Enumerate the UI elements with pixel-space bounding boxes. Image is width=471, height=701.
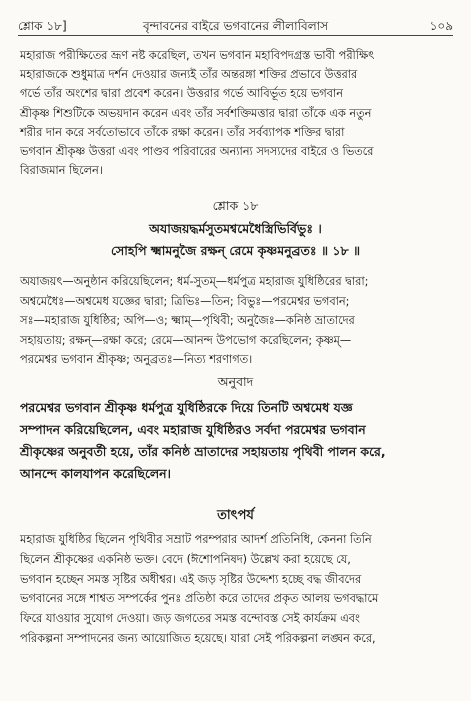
purport-line: ভগবানের সঙ্গে শাশ্বত সম্পর্কের পুনঃ প্রতিষ্ঠা করে তাদের প্রকৃত আলয় ভগবদ্ধামে xyxy=(20,592,379,606)
purport-line: মহারাজ যুধিষ্ঠির ছিলেন পৃথিবীর সম্রাট পরম্পরার আদর্শ প্রতিনিধি, কেননা তিনি xyxy=(20,533,372,546)
purport-line: ছিলেন শ্রীকৃষ্ণের একনিষ্ঠ ভক্ত। বেদে (ঈশোপনিষদ) উল্লেখ করা হয়েছে যে, xyxy=(20,552,351,566)
text-line: গর্ভে তাঁর অংশের দ্বারা প্রবেশ করেন। উত্তরার গর্ভে আবির্ভূত হয়ে ভগবান xyxy=(20,87,343,101)
sloka-heading: শ্লোক ১৮ xyxy=(212,198,259,213)
synonym-line: পরমেশ্বর ভগবান শ্রীকৃষ্ণ; অনুব্রতঃ—নিত্য শরণাগত। xyxy=(20,353,253,367)
verse-line: অযাজয়দ্ধর্মসুতমশ্বমেধৈস্ত্রিভির্বিভুঃ । xyxy=(149,221,322,236)
purport-paragraph xyxy=(20,530,453,649)
header-chapter-title: বৃন্দাবনের বাইরে ভগবানের লীলাবিলাস xyxy=(142,19,329,33)
synonym-line: সহায়তায়; রক্ষন্—রক্ষা করে; রেমে—আনন্দ উপভোগ করেছিলেন; কৃষ্ণম্— xyxy=(20,333,352,347)
synonyms-paragraph xyxy=(20,272,453,370)
page-number: ১০৯ xyxy=(429,19,453,33)
purport-heading: তাৎপর্য xyxy=(217,508,254,523)
translation-paragraph xyxy=(20,397,453,485)
header-verse-label: শ্লোক ১৮] xyxy=(18,19,67,33)
translation-line: আনন্দে কালযাপন করেছিলেন। xyxy=(20,466,171,481)
text-line: বিরাজমান ছিলেন। xyxy=(20,164,103,178)
translation-heading: অনুবাদ xyxy=(217,374,254,389)
sanskrit-verse xyxy=(0,218,471,262)
translation-line: পরমেশ্বর ভগবান শ্রীকৃষ্ণ ধর্মপুত্র যুধিষ্ঠিরকে দিয়ে তিনটি অশ্বমেধ যজ্ঞ xyxy=(20,400,353,415)
verse-line: সোহপি ক্ষ্মামনুজৈ রক্ষন্ রেমে কৃষ্ণমনুব্রতঃ ॥ ১৮ ॥ xyxy=(110,243,361,258)
translation-line: শ্রীকৃষ্ণের অনুবর্তী হয়ে, তাঁর কনিষ্ঠ ভ্রাতাদের সহায়তায় পৃথিবী পালন করে, xyxy=(20,444,386,459)
header-divider xyxy=(18,35,453,36)
purport-line: পরিকল্পনা সম্পাদনের জন্য আয়োজিত হয়েছে। যারা সেই পরিকল্পনা লঙ্ঘন করে, xyxy=(20,631,376,645)
text-line: মহারাজকে শুধুমাত্র দর্শন দেওয়ার জন্যই তাঁর অন্তরঙ্গা শক্তির প্রভাবে উত্তরার xyxy=(20,68,358,82)
intro-paragraph xyxy=(20,46,453,180)
purport-line: ভগবান হচ্ছেন সমস্ত সৃষ্টির অধীশ্বর। এই জড় সৃষ্টির উদ্দেশ্য হচ্ছে বদ্ধ জীবদের xyxy=(20,572,362,586)
translation-line: সম্পাদন করিয়েছিলেন, এবং মহারাজ যুধিষ্ঠিরও সর্বদা পরমেশ্বর ভগবান xyxy=(20,422,366,437)
synonym-line: সঃ—মহারাজ যুধিষ্ঠির; অপি—ও; ক্ষ্মাম্—পৃথিবী; অনুজৈঃ—কনিষ্ঠ ভ্রাতাদের xyxy=(20,314,355,328)
purport-line: ফিরে যাওয়ার সুযোগ দেওয়া। জড় জগতের সমস্ত বন্দোবস্ত সেই কার্যক্রম এবং xyxy=(20,612,360,626)
synonym-line: অযাজয়ৎ—অনুষ্ঠান করিয়েছিলেন; ধর্ম-সুতম্—ধর্মপুত্র মহারাজ যুধিষ্ঠিরের দ্বারা; xyxy=(20,275,369,288)
synonym-line: অশ্বমেধৈঃ—অশ্বমেধ যজ্ঞের দ্বারা; ত্রিভিঃ—তিন; বিভুঃ—পরমেশ্বর ভগবান; xyxy=(20,294,350,308)
text-line: ভগবান শ্রীকৃষ্ণ উত্তরা এবং পাণ্ডব পরিবারের অন্যান্য সদস্যদের বাইরে ও ভিতরে xyxy=(20,145,374,159)
text-line: মহারাজ পরীক্ষিতের ভ্রূণ নষ্ট করেছিল, তখন ভগবান মহাবিপদগ্রস্ত ভাবী পরীক্ষিৎ xyxy=(20,49,375,62)
text-line: শরীর দান করে সর্বতোভাবে তাঁকে রক্ষা করেন। তাঁর সর্বব্যাপক শক্তির দ্বারা xyxy=(20,125,345,139)
text-line: শ্রীকৃষ্ণ শিশুটিকে অভয়দান করেন এবং তাঁর সর্বশক্তিমত্তার দ্বারা তাঁকে এক নতুন xyxy=(20,106,372,120)
